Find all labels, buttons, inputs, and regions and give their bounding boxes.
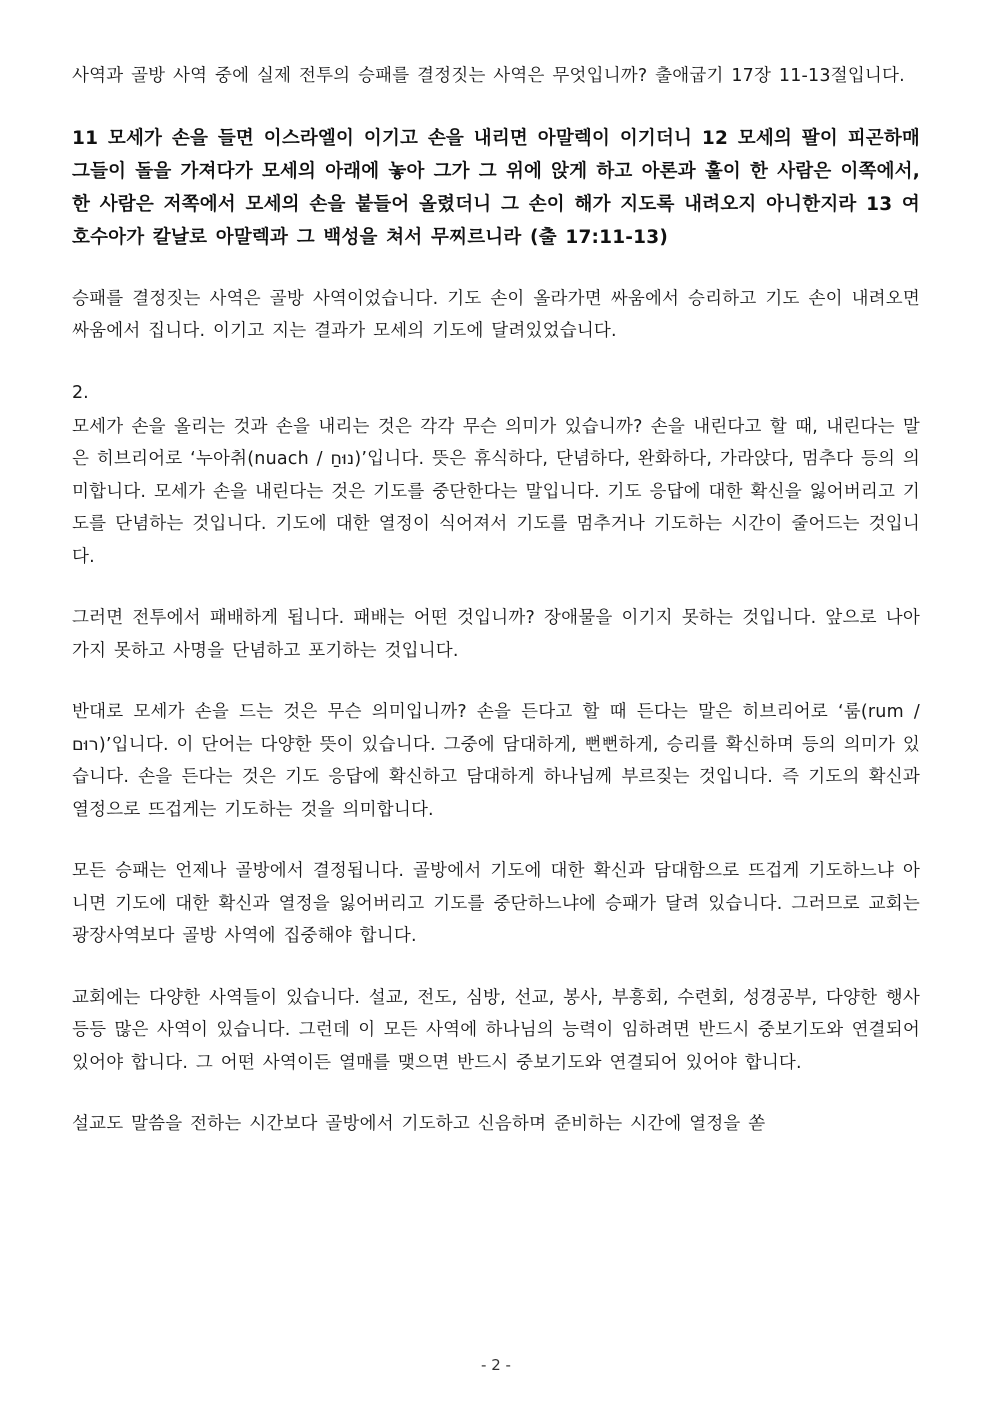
rum-paragraph: 반대로 모세가 손을 드는 것은 무슨 의미입니까? 손을 든다고 할 때 든다는 말은 히브리어로 ‘룸(rum / רוּם)’입니다. 이 단어는 다양한 뜻이 있습니다. 그중에 담대하게, 뻔뻔하게, 승리를 확신하며 등의 의미가 있습니다. 손을 든다는 것은 기도 응답에 확신하고 담대하게 하나님께 부르짖는 것입니다. 즉 기도의 확신과 열정으로 뜨겁게는 기도하는 것을 의미합니다.: [72, 702, 920, 820]
result-paragraph: 승패를 결정짓는 사역은 골방 사역이었습니다. 기도 손이 올라가면 싸움에서 승리하고 기도 손이 내려오면 싸움에서 집니다. 이기고 지는 결과가 모세의 기도에 달려있었습니다.: [72, 288, 920, 341]
defeat-paragraph: 그러면 전투에서 패배하게 됩니다. 패배는 어떤 것입니까? 장애물을 이기지 못하는 것입니다. 앞으로 나아가지 못하고 사명을 단념하고 포기하는 것입니다.: [72, 608, 920, 661]
scripture-quote: 11 모세가 손을 들면 이스라엘이 이기고 손을 내리면 아말렉이 이기더니 12 모세의 팔이 피곤하매 그들이 돌을 가져다가 모세의 아래에 놓아 그가 그 위에 앉게 하고 아론과 훌이 한 사람은 이쪽에서, 한 사람은 저쪽에서 모세의 손을 붙들어 올렸더니 그 손이 해가 지도록 내려오지 아니한지라 13 여호수아가 칼날로 아말렉과 그 백성을 쳐서 무찌르니라 (출 17:11-13): [72, 127, 920, 248]
section-number: 2.: [72, 382, 89, 403]
nuach-paragraph: 모세가 손을 올리는 것과 손을 내리는 것은 각각 무슨 의미가 있습니까? 손을 내린다고 할 때, 내린다는 말은 히브리어로 ‘누아취(nuach / נוּחַ)’입니다. 뜻은 휴식하다, 단념하다, 완화하다, 가라앉다, 멈추다 등의 의미합니다. 모세가 손을 내린다는 것은 기도를 중단한다는 말입니다. 기도 응답에 대한 확신을 잃어버리고 기도를 단념하는 것입니다. 기도에 대한 열정이 식어져서 기도를 멈추거나 기도하는 시간이 줄어드는 것입니다.: [72, 416, 920, 567]
sermon-paragraph: 설교도 말씀을 전하는 시간보다 골방에서 기도하고 신음하며 준비하는 시간에 열정을 쏟: [72, 1114, 766, 1134]
intro-paragraph: 사역과 골방 사역 중에 실제 전투의 승패를 결정짓는 사역은 무엇입니까? 출애굽기 17장 11-13절입니다.: [72, 66, 905, 86]
ministries-paragraph: 교회에는 다양한 사역들이 있습니다. 설교, 전도, 심방, 선교, 봉사, 부흥회, 수련회, 성경공부, 다양한 행사 등등 많은 사역이 있습니다. 그런데 이 모든 사역에 하나님의 능력이 임하려면 반드시 중보기도와 연결되어 있어야 합니다. 그 어떤 사역이든 열매를 맺으면 반드시 중보기도와 연결되어 있어야 합니다.: [72, 987, 920, 1073]
prayer-room-paragraph: 모든 승패는 언제나 골방에서 결정됩니다. 골방에서 기도에 대한 확신과 담대함으로 뜨겁게 기도하느냐 아니면 기도에 대한 확신과 열정을 잃어버리고 기도를 중단하느냐에 승패가 달려 있습니다. 그러므로 교회는 광장사역보다 골방 사역에 집중해야 합니다.: [72, 861, 920, 946]
document-page: [72, 60, 920, 1170]
page-number: - 2 -: [481, 1356, 511, 1374]
